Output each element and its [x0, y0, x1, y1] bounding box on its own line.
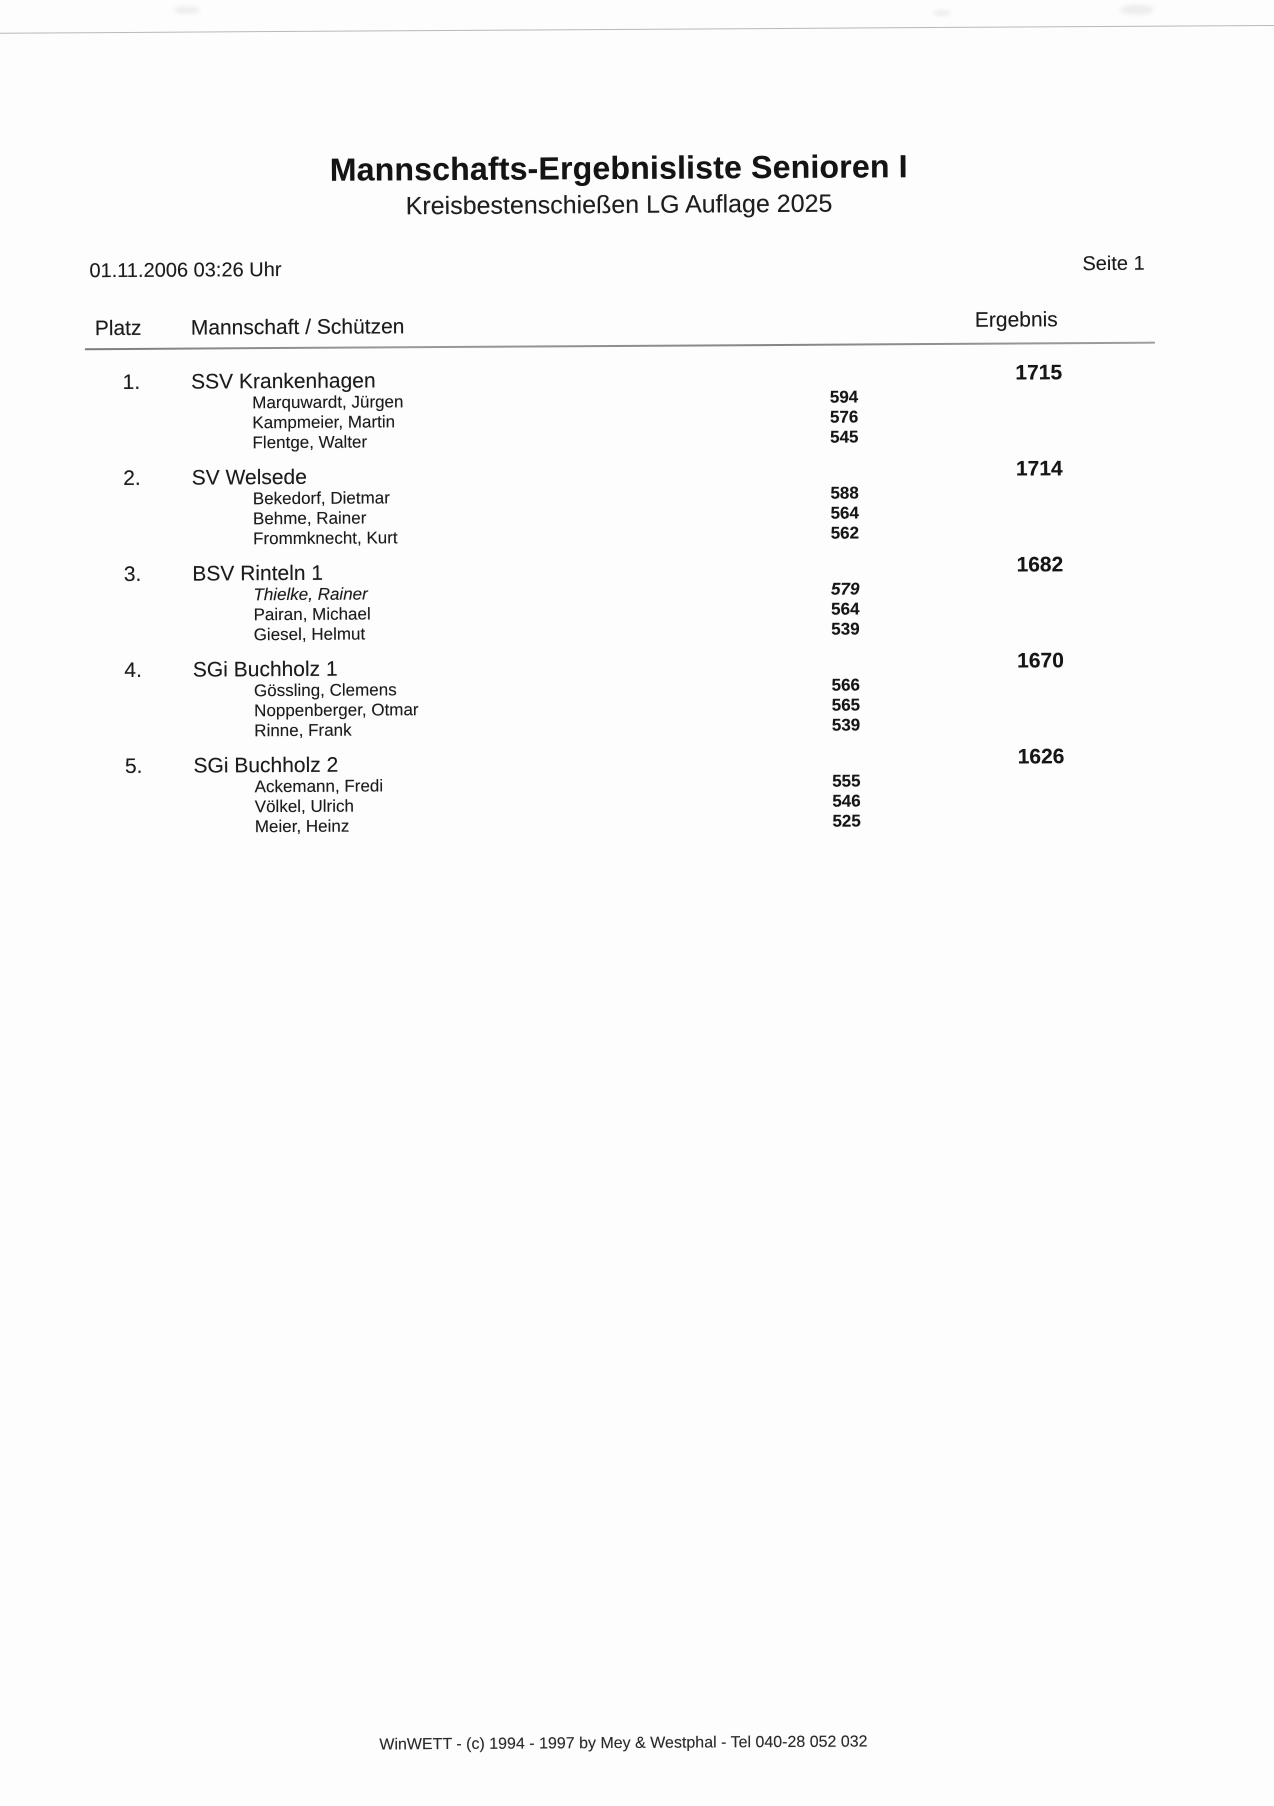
shooter-score: 539 — [831, 619, 860, 639]
team-block — [1, 553, 1274, 660]
scanner-artifact-line — [0, 25, 1274, 34]
team-name: SV Welsede — [191, 465, 307, 490]
shooter-score: 579 — [830, 579, 860, 599]
shooter-score: 525 — [832, 811, 861, 831]
team-block — [2, 649, 1274, 756]
scan-smudge — [933, 10, 951, 16]
document-subtitle: Kreisbestenschießen LG Auflage 2025 — [405, 189, 833, 221]
team-total-score: 1670 — [1017, 649, 1064, 673]
shooter-name: Gössling, Clemens — [253, 680, 397, 701]
team-total-score: 1626 — [1017, 745, 1065, 769]
column-header-platz: Platz — [94, 316, 142, 341]
print-datetime: 01.11.2006 03:26 Uhr — [89, 259, 282, 283]
scan-smudge — [174, 7, 200, 14]
team-name: SGi Buchholz 1 — [192, 657, 338, 682]
shooter-score: 555 — [832, 771, 861, 791]
shooter-score: 564 — [831, 599, 860, 619]
team-rank: 2. — [123, 466, 141, 490]
team-block — [0, 361, 1274, 468]
shooter-name: Pairan, Michael — [253, 604, 371, 625]
team-name: SGi Buchholz 2 — [193, 753, 339, 778]
team-total-score: 1715 — [1015, 361, 1063, 385]
team-name: BSV Rinteln 1 — [192, 561, 324, 586]
team-total-score: 1682 — [1016, 553, 1064, 577]
shooter-score: 576 — [829, 407, 859, 427]
shooter-name: Meier, Heinz — [254, 816, 350, 837]
shooter-score: 546 — [832, 791, 861, 811]
scan-smudge — [1120, 5, 1154, 15]
shooter-name: Behme, Rainer — [252, 508, 367, 529]
shooter-name: Flentge, Walter — [252, 432, 368, 453]
column-header-mannschaft: Mannschaft / Schützen — [190, 315, 405, 340]
shooter-name: Marquwardt, Jürgen — [252, 392, 404, 413]
shooter-name: Frommknecht, Kurt — [253, 528, 398, 549]
shooter-score: 564 — [830, 503, 859, 523]
team-name: SSV Krankenhagen — [191, 369, 376, 394]
team-block — [1, 457, 1274, 564]
header-rule-line — [85, 342, 1155, 351]
column-header-ergebnis: Ergebnis — [974, 308, 1058, 332]
shooter-name: Völkel, Ulrich — [254, 796, 354, 817]
shooter-name: Thielke, Rainer — [253, 584, 368, 605]
shooter-name: Bekedorf, Dietmar — [252, 488, 390, 509]
team-rank: 1. — [122, 370, 141, 394]
shooter-score: 545 — [830, 427, 859, 447]
team-total-score: 1714 — [1015, 457, 1063, 481]
shooter-score: 562 — [830, 523, 860, 543]
team-rank: 3. — [123, 562, 142, 586]
page-number-label: Seite 1 — [1082, 252, 1145, 276]
document-title: Mannschafts-Ergebnisliste Senioren I — [329, 148, 908, 188]
shooter-score: 565 — [831, 695, 861, 715]
shooter-name: Rinne, Frank — [254, 720, 352, 741]
shooter-score: 539 — [831, 715, 861, 735]
team-rank: 4. — [124, 658, 142, 682]
shooter-name: Noppenberger, Otmar — [254, 700, 419, 721]
shooter-score: 588 — [830, 483, 859, 503]
shooter-name: Ackemann, Fredi — [254, 776, 384, 797]
shooter-score: 566 — [831, 675, 861, 695]
footer-credit: WinWETT - (c) 1994 - 1997 by Mey & Westphal - Tel 040-28 052 032 — [379, 1733, 868, 1754]
shooter-score: 594 — [829, 387, 859, 407]
shooter-name: Giesel, Helmut — [253, 624, 366, 645]
team-rank: 5. — [124, 754, 143, 778]
shooter-name: Kampmeier, Martin — [252, 412, 396, 433]
team-block — [2, 745, 1274, 852]
